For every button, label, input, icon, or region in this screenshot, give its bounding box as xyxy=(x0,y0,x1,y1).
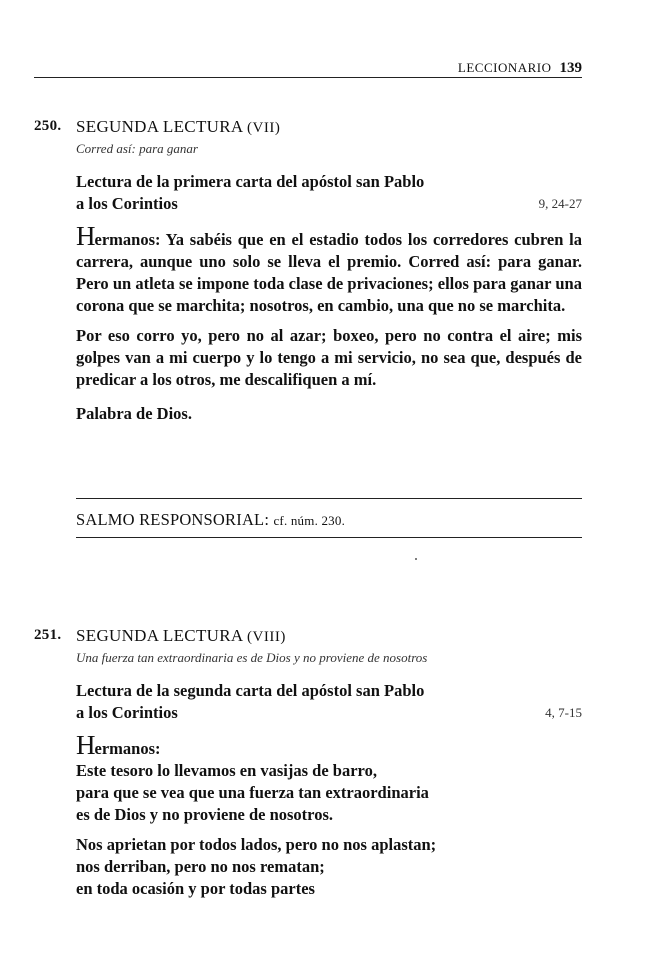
drop-cap: H xyxy=(76,730,95,760)
reading-title: SEGUNDA LECTURA xyxy=(76,117,243,136)
verse-line: para que se vea que una fuerza tan extraordinaria xyxy=(76,783,429,802)
reading-subtitle: Una fuerza tan extraordinaria es de Dios y no proviene de nosotros xyxy=(76,650,428,665)
paragraph: Por eso corro yo, pero no al azar; boxeo, pero no contra el aire; mis golpes van a mi cuerpo y lo tengo a mi servicio, no sea que, después de predicar a los otros, me descalifiquen a mí. xyxy=(76,326,582,389)
page-number: 139 xyxy=(559,60,582,76)
verse-line: en toda ocasión y por todas partes xyxy=(76,879,315,898)
greeting-line xyxy=(76,730,582,760)
verse-line: nos derriban, pero no nos rematan; xyxy=(76,857,325,876)
verse-line: es de Dios y no proviene de nosotros. xyxy=(76,805,333,824)
closing-acclamation: Palabra de Dios. xyxy=(76,404,192,423)
drop-cap: H xyxy=(76,221,95,251)
intro-line: Lectura de la primera carta del apóstol san Pablo xyxy=(76,172,425,191)
reading-number: 251. xyxy=(34,627,62,643)
intro-line: a los Corintios xyxy=(76,703,178,722)
reading-roman: (VIII) xyxy=(247,629,286,645)
psalm-label: SALMO RESPONSORIAL: xyxy=(76,510,270,529)
responsorial-psalm xyxy=(76,498,582,538)
reading-251 xyxy=(34,626,582,900)
verse-line: Nos aprietan por todos lados, pero no nos aplastan; xyxy=(76,835,437,854)
paragraph-text: ermanos: Ya sabéis que en el estadio todos los corredores cubren la carrera, aunque uno solo se lleva el premio. Corred así: para ganar. Pero un atleta se impone toda clase de privaciones; ellos para ganar una corona que se marchita; nosotros, en cambio, una que no se marchita. xyxy=(76,230,582,315)
reading-intro xyxy=(76,680,582,724)
citation: 9, 24-27 xyxy=(538,196,582,211)
verse-block xyxy=(76,834,582,900)
psalm-reference: cf. núm. 230. xyxy=(273,513,346,528)
print-speck xyxy=(415,558,417,560)
intro-line: Lectura de la segunda carta del apóstol san Pablo xyxy=(76,681,425,700)
verse-line: Este tesoro lo llevamos en vasijas de barro, xyxy=(76,761,377,780)
intro-line: a los Corintios xyxy=(76,194,178,213)
paragraph xyxy=(76,221,582,317)
reading-250 xyxy=(34,117,582,425)
reading-subtitle: Corred así: para ganar xyxy=(76,141,198,156)
reading-intro xyxy=(76,171,582,215)
citation: 4, 7-15 xyxy=(545,705,582,720)
reading-title: SEGUNDA LECTURA xyxy=(76,626,243,645)
reading-251-heading xyxy=(34,626,582,648)
verse-block xyxy=(76,730,582,826)
reading-roman: (VII) xyxy=(247,120,281,136)
header-rule xyxy=(34,77,582,78)
reading-250-heading xyxy=(34,117,582,139)
running-title: LECCIONARIO xyxy=(457,60,552,75)
reading-number: 250. xyxy=(34,118,62,134)
running-header xyxy=(34,60,582,76)
greeting-text: ermanos: xyxy=(94,739,161,758)
